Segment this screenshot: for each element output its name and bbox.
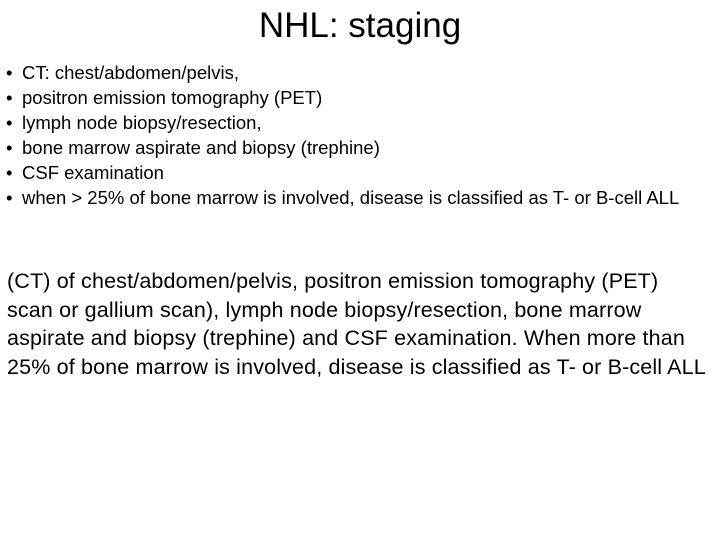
bullet-icon: • (6, 87, 13, 108)
bullet-text: lymph node biopsy/resection, (22, 112, 262, 133)
bullet-icon: • (6, 137, 13, 158)
bullet-icon: • (6, 187, 13, 208)
bullet-item (6, 85, 706, 110)
bullet-text: positron emission tomography (PET) (22, 87, 323, 108)
bullet-item (6, 185, 706, 210)
bullet-icon: • (6, 162, 13, 183)
bullet-icon: • (6, 112, 13, 133)
bullet-item (6, 110, 706, 135)
bullet-item (6, 135, 706, 160)
bullet-list (6, 60, 706, 210)
bullet-text: when > 25% of bone marrow is involved, disease is classified as T- or B-cell ALL (22, 187, 680, 208)
bullet-item (6, 160, 706, 185)
bullet-item (6, 60, 706, 85)
bullet-text: CT: chest/abdomen/pelvis, (22, 62, 239, 83)
bullet-icon: • (6, 62, 13, 83)
bullet-text: CSF examination (22, 162, 164, 183)
slide-title: NHL: staging (258, 6, 462, 45)
bullet-text: bone marrow aspirate and biopsy (trephine) (22, 137, 380, 158)
body-paragraph: (CT) of chest/abdomen/pelvis, positron emission tomography (PET) scan or gallium scan), lymph node biopsy/resection, bone marrow aspirate and biopsy (trephine) and CSF examination. When more than 25% of bone marrow is involved, disease is classified as T- or B-cell ALL (7, 269, 706, 379)
